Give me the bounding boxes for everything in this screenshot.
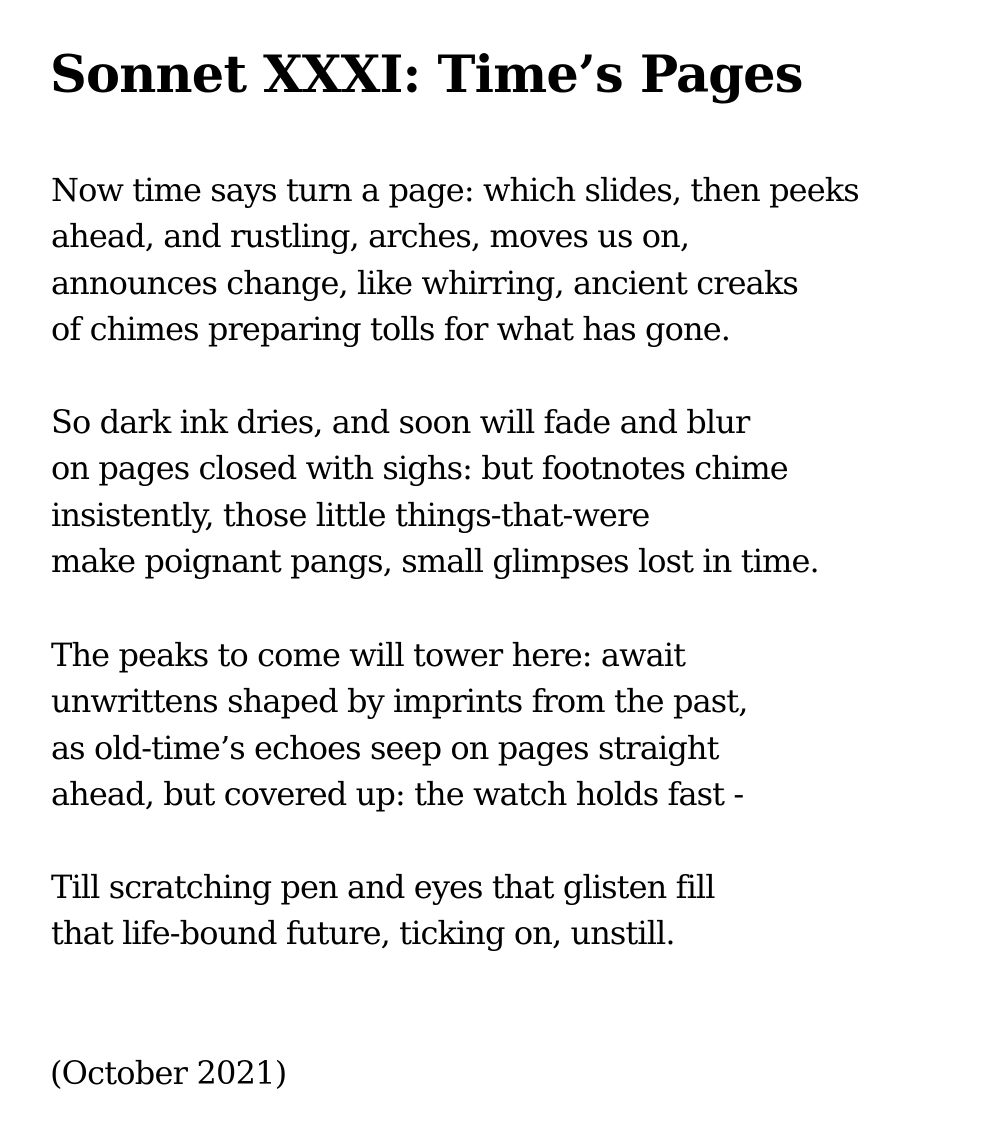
stanza-3	[51, 632, 748, 817]
poem-line: make poignant pangs, small glimpses lost in time.	[51, 541, 819, 580]
poem-line: as old-time’s echoes seep on pages straight	[51, 728, 719, 767]
poem-line: Till scratching pen and eyes that glisten fill	[51, 868, 715, 906]
poem-line: So dark ink dries, and soon will fade and blur	[51, 403, 750, 441]
poem-line: of chimes preparing tolls for what has gone.	[51, 309, 731, 348]
couplet	[51, 864, 715, 957]
poem-line: that life-bound future, ticking on, unstill.	[51, 914, 675, 953]
poem-line: Now time says turn a page: which slides, then peeks	[51, 171, 859, 209]
poem-line: insistently, those little things-that-were	[51, 495, 650, 534]
poem-line: The peaks to come will tower here: await	[51, 636, 686, 674]
poem-title: Sonnet XXXI: Time’s Pages	[50, 45, 803, 105]
poem-date: (October 2021)	[50, 1054, 287, 1092]
stanza-1	[51, 167, 859, 352]
poem-line: on pages closed with sighs: but footnotes chime	[51, 449, 788, 488]
poem-line: ahead, and rustling, arches, moves us on,	[51, 217, 690, 256]
poem-line: unwrittens shaped by imprints from the past,	[51, 682, 748, 721]
stanza-2	[51, 399, 819, 584]
poem-line: ahead, but covered up: the watch holds fast -	[51, 774, 744, 813]
poem-line: announces change, like whirring, ancient creaks	[51, 263, 798, 302]
